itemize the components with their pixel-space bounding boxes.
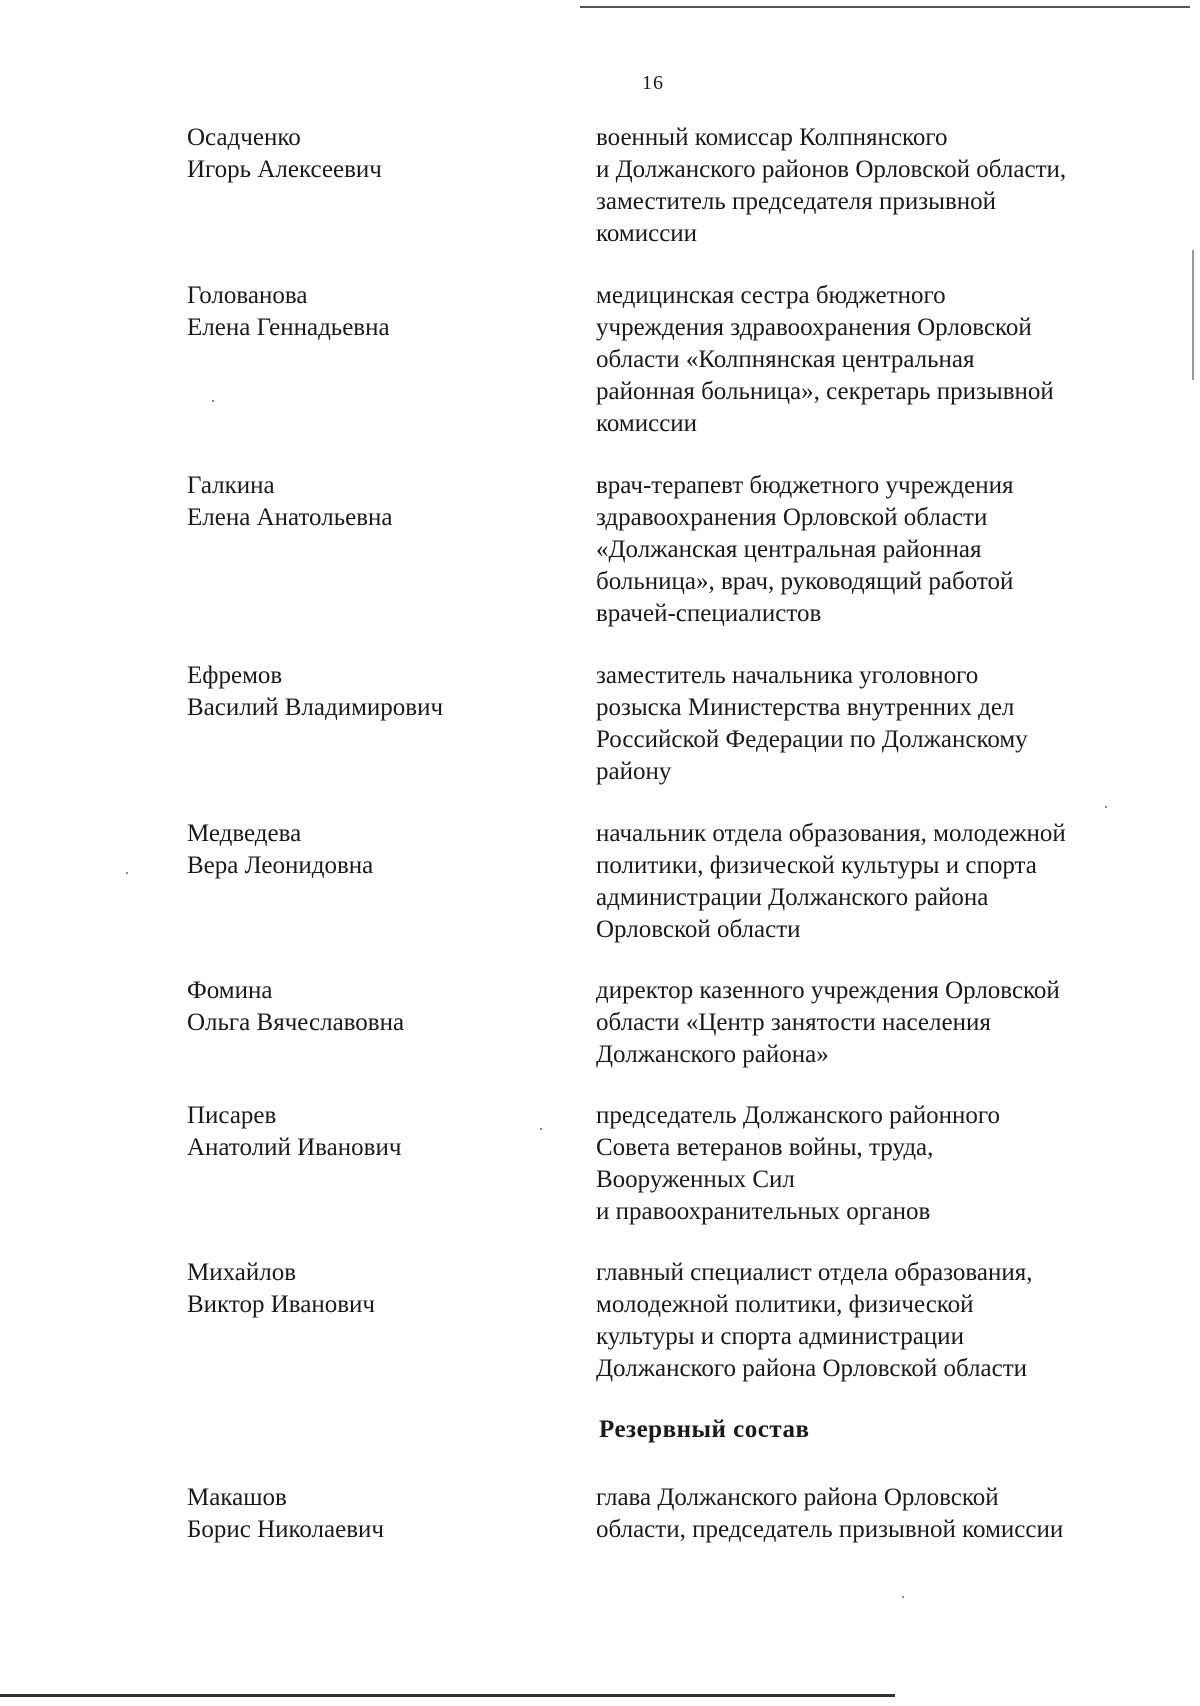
role-line: больница», врач, руководящий работой (596, 568, 1014, 595)
role-line: розыска Министерства внутренних дел (596, 694, 1015, 721)
member-given-name: Ольга Вячеславовна (187, 1009, 405, 1036)
member-role (596, 470, 1186, 630)
role-line: учреждения здравоохранения Орловской (596, 314, 1032, 341)
member-surname: Галкина (187, 472, 275, 499)
member-name (187, 975, 547, 1039)
member-role (596, 1482, 1186, 1546)
member-surname: Фомина (187, 977, 273, 1004)
member-surname: Михайлов (187, 1259, 297, 1286)
member-name (187, 818, 547, 882)
role-line: Вооруженных Сил (596, 1166, 795, 1193)
role-line: начальник отдела образования, молодежной (596, 820, 1066, 847)
role-line: врачей-специалистов (596, 600, 822, 627)
role-line: и правоохранительных органов (596, 1198, 931, 1225)
member-name (187, 280, 547, 344)
right-scan-edge (1192, 250, 1194, 380)
member-given-name: Елена Геннадьевна (187, 314, 390, 341)
top-scan-rule (580, 6, 1190, 8)
member-surname: Ефремов (187, 662, 283, 689)
role-line: области, председатель призывной комиссии (596, 1516, 1064, 1543)
role-line: здравоохранения Орловской области (596, 504, 988, 531)
role-line: «Должанская центральная районная (596, 536, 982, 563)
role-line: Совета ветеранов войны, труда, (596, 1134, 934, 1161)
member-role (596, 818, 1186, 946)
member-role (596, 975, 1186, 1071)
scan-speck (126, 872, 128, 874)
role-line: заместитель начальника уголовного (596, 662, 979, 689)
member-role (596, 1100, 1186, 1228)
bottom-scan-rule (0, 1694, 895, 1697)
member-role (596, 660, 1186, 788)
member-name (187, 1482, 547, 1546)
role-line: заместитель председателя призывной (596, 188, 996, 215)
role-line: области «Центр занятости населения (596, 1009, 991, 1036)
role-line: администрации Должанского района (596, 884, 989, 911)
member-surname: Голованова (187, 282, 308, 309)
member-name (187, 1257, 547, 1321)
role-line: военный комиссар Колпнянского (596, 124, 948, 151)
role-line: молодежной политики, физической (596, 1291, 974, 1318)
member-name (187, 470, 547, 534)
role-line: Орловской области (596, 916, 801, 943)
role-line: политики, физической культуры и спорта (596, 852, 1037, 879)
member-name (187, 122, 547, 186)
page-number: 16 (642, 72, 664, 94)
reserve-section-heading: Резервный состав (599, 1416, 810, 1443)
member-surname: Осадченко (187, 124, 301, 151)
role-line: Должанского района» (596, 1041, 829, 1068)
scan-speck (540, 1128, 542, 1130)
role-line: культуры и спорта администрации (596, 1323, 964, 1350)
role-line: району (596, 758, 672, 785)
role-line: и Должанского районов Орловской области, (596, 156, 1067, 183)
role-line: комиссии (596, 220, 698, 247)
member-given-name: Вера Леонидовна (187, 852, 374, 879)
role-line: области «Колпнянская центральная (596, 346, 975, 373)
role-line: медицинская сестра бюджетного (596, 282, 946, 309)
role-line: комиссии (596, 410, 698, 437)
scan-speck (902, 1596, 904, 1598)
role-line: Российской Федерации по Должанскому (596, 726, 1028, 753)
role-line: врач-терапевт бюджетного учреждения (596, 472, 1014, 499)
member-given-name: Елена Анатольевна (187, 504, 393, 531)
member-given-name: Борис Николаевич (187, 1516, 384, 1543)
member-given-name: Игорь Алексеевич (187, 156, 382, 183)
member-given-name: Виктор Иванович (187, 1291, 375, 1318)
member-name (187, 1100, 547, 1164)
role-line: районная больница», секретарь призывной (596, 378, 1054, 405)
member-surname: Медведева (187, 820, 302, 847)
member-surname: Макашов (187, 1484, 287, 1511)
scan-speck (212, 400, 214, 402)
member-role (596, 1257, 1186, 1385)
member-role (596, 280, 1186, 440)
role-line: председатель Должанского районного (596, 1102, 1001, 1129)
member-given-name: Анатолий Иванович (187, 1134, 402, 1161)
member-given-name: Василий Владимирович (187, 694, 444, 721)
role-line: директор казенного учреждения Орловской (596, 977, 1060, 1004)
role-line: глава Должанского района Орловской (596, 1484, 999, 1511)
scan-speck (1105, 806, 1107, 808)
role-line: главный специалист отдела образования, (596, 1259, 1033, 1286)
role-line: Должанского района Орловской области (596, 1355, 1028, 1382)
member-name (187, 660, 547, 724)
member-surname: Писарев (187, 1102, 277, 1129)
member-role (596, 122, 1186, 250)
